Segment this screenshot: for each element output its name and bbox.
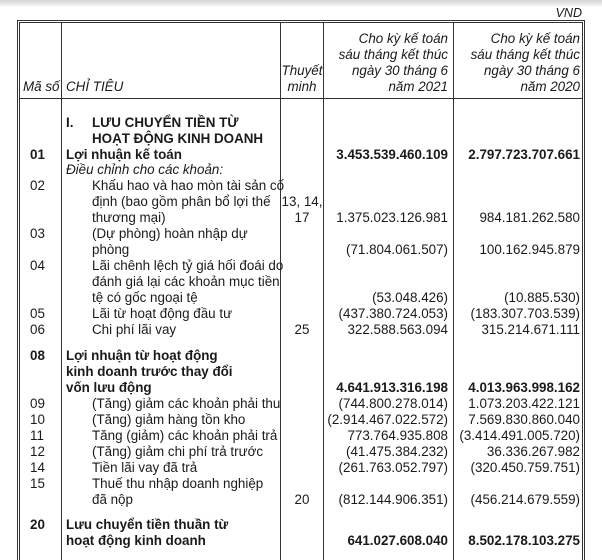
col-divider-code: [61, 23, 62, 560]
row-value-2021: (41.475.384.232): [346, 444, 448, 459]
row-note: 17: [294, 210, 310, 225]
row-label: Lợi nhuận từ hoạt động: [66, 348, 218, 363]
row-code: 12: [30, 444, 45, 459]
row-value-2020: 2.797.723.707.661: [468, 147, 580, 162]
row-code: 14: [30, 460, 45, 475]
section-title-line2: HOẠT ĐỘNG KINH DOANH: [92, 131, 264, 146]
row-code: 09: [30, 396, 45, 411]
row-value-2021: 1.375.023.126.981: [336, 210, 448, 225]
row-code: 20: [30, 517, 45, 532]
row-value-2020: 4.013.963.998.162: [468, 380, 580, 395]
row-label: Lãi chênh lệch tỷ giá hối đoái do: [92, 258, 284, 273]
row-value-2021: (261.763.052.797): [338, 460, 448, 475]
row-label: (Tăng) giảm chi phí trả trước: [92, 444, 264, 459]
top-shadow-bar: [0, 0, 602, 6]
row-value-2020: (10.885.530): [504, 290, 580, 305]
row-value-2021: (812.144.906.351): [338, 492, 448, 507]
row-value-2021: 3.453.539.460.109: [336, 147, 448, 162]
row-note: 20: [294, 492, 310, 507]
row-label: hoạt động kinh doanh: [66, 533, 206, 548]
row-value-2021: (53.048.426): [372, 290, 448, 305]
header-2021-line4: năm 2021: [388, 79, 448, 94]
row-code: 03: [30, 226, 45, 241]
row-value-2021: (744.800.278.014): [338, 396, 448, 411]
cash-flow-table: [17, 20, 585, 560]
section-title-line1: LƯU CHUYỂN TIỀN TỪ: [92, 115, 239, 130]
row-note: 13, 14,: [281, 194, 323, 209]
row-value-2020: 36.336.267.982: [486, 444, 580, 459]
header-item: CHỈ TIÊU: [66, 79, 124, 94]
col-divider-item: [280, 23, 281, 560]
row-label: Chi phí lãi vay: [92, 322, 177, 337]
header-2021-line3: ngày 30 tháng 6: [351, 63, 448, 78]
header-2020-line4: năm 2020: [520, 79, 580, 94]
header-2020-line1: Cho kỳ kế toán: [490, 31, 580, 46]
row-value-2021: 322.588.563.094: [347, 322, 448, 337]
row-value-2021: 641.027.608.040: [347, 533, 448, 548]
header-code: Mã số: [23, 79, 60, 94]
row-code: 05: [30, 306, 45, 321]
row-label: Tăng (giảm) các khoản phải trả: [92, 428, 278, 443]
header-2021-line1: Cho kỳ kế toán: [358, 31, 448, 46]
row-value-2020: 7.569.830.860.040: [468, 412, 580, 427]
row-value-2020: 984.181.262.580: [479, 210, 580, 225]
row-label: Lợi nhuận kế toán: [66, 147, 182, 162]
row-label: Lãi từ hoạt động đầu tư: [92, 306, 233, 321]
row-label: định (bao gồm phân bổ lợi thế: [92, 194, 271, 209]
row-note: 25: [294, 322, 310, 337]
row-value-2020: 1.073.203.422.121: [468, 396, 580, 411]
row-label: đánh giá lại các khoản mục tiền: [92, 274, 280, 289]
row-value-2021: 4.641.913.316.198: [336, 380, 448, 395]
row-label: kinh doanh trước thay đổi: [66, 364, 233, 379]
row-code: 04: [30, 258, 45, 273]
header-note-1: Thuyết: [281, 63, 323, 78]
row-value-2020: 100.162.945.879: [479, 242, 580, 257]
row-label: Thuế thu nhập doanh nghiệp: [92, 476, 264, 491]
row-label: tệ có gốc ngoại tệ: [92, 290, 198, 305]
currency-unit: VND: [555, 6, 582, 20]
header-2020-line2: sáu tháng kết thúc: [470, 47, 580, 62]
row-code: 08: [30, 348, 45, 363]
row-value-2021: (2.914.467.022.572): [327, 412, 448, 427]
section-number: I.: [66, 115, 74, 130]
header-2020-line3: ngày 30 tháng 6: [483, 63, 580, 78]
row-value-2021: (437.380.724.053): [338, 306, 448, 321]
adjustments-label: Điều chỉnh cho các khoản:: [66, 162, 224, 177]
row-value-2020: (320.450.759.751): [470, 460, 580, 475]
row-label: (Tăng) giảm các khoản phải thu: [92, 396, 281, 411]
row-value-2020: 315.214.671.111: [481, 322, 580, 337]
row-code: 11: [30, 428, 44, 443]
header-divider: [20, 98, 582, 99]
row-value-2021: 773.764.935.808: [347, 428, 448, 443]
row-label: phòng: [92, 242, 130, 257]
row-label: đã nộp: [92, 492, 133, 507]
row-code: 01: [30, 147, 45, 162]
row-label: vốn lưu động: [66, 380, 152, 395]
row-value-2020: (456.214.679.559): [470, 492, 580, 507]
row-code: 02: [30, 178, 45, 193]
row-label: (Tăng) giảm hàng tồn kho: [92, 412, 246, 427]
header-note-2: minh: [287, 79, 317, 94]
row-code: 15: [30, 476, 45, 491]
row-label: Tiền lãi vay đã trả: [92, 460, 198, 475]
row-value-2020: (183.307.703.539): [470, 306, 580, 321]
row-value-2020: (3.414.491.005.720): [459, 428, 580, 443]
row-label: thương mại): [92, 210, 166, 225]
row-label: Khấu hao và hao mòn tài sản cố: [92, 178, 285, 193]
row-code: 06: [30, 322, 45, 337]
row-label: (Dự phòng) hoàn nhập dự: [92, 226, 248, 241]
row-label: Lưu chuyển tiền thuần từ: [66, 517, 229, 532]
row-value-2021: (71.804.061.507): [346, 242, 448, 257]
row-code: 10: [30, 412, 45, 427]
row-value-2020: 8.502.178.103.275: [468, 533, 580, 548]
header-2021-line2: sáu tháng kết thúc: [338, 47, 448, 62]
